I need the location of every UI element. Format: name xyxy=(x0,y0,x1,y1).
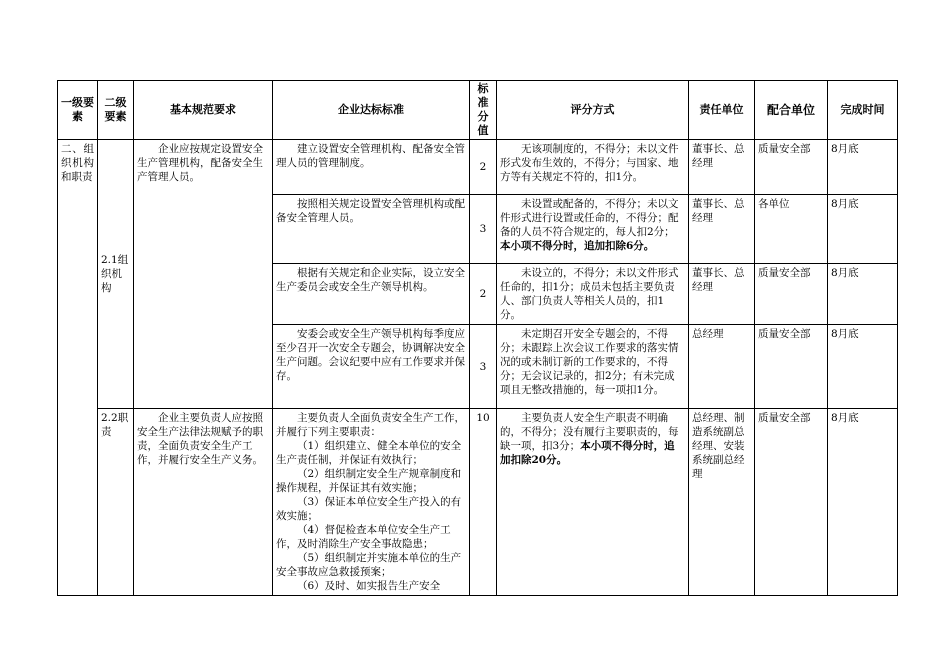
score-cell: 2 xyxy=(470,264,497,325)
time-cell: 8月底 xyxy=(828,325,898,409)
resp-cell: 董事长、总经理 xyxy=(689,140,755,195)
method-cell xyxy=(497,409,689,596)
method-cell xyxy=(497,195,689,264)
coop-cell: 质量安全部 xyxy=(755,325,828,409)
standards-table xyxy=(57,80,898,596)
resp-cell: 董事长、总经理 xyxy=(689,264,755,325)
time-cell: 8月底 xyxy=(828,264,898,325)
standard-cell: 根据有关规定和企业实际，设立安全生产委员会或安全生产领导机构。 xyxy=(273,264,470,325)
coop-cell: 质量安全部 xyxy=(755,264,828,325)
time-cell: 8月底 xyxy=(828,140,898,195)
standard-intro: 主要负责人全面负责安全生产工作，并履行下列主要职责： xyxy=(276,412,465,438)
method-text: 未定期召开安全专题会的，不得分；未跟踪上次会议工作要求的落实情况的或未制订新的工作要求的，不得分；无会议记录的，扣2分；有未完成项且无整改措施的，每一项扣1分。 xyxy=(500,328,679,396)
score-cell: 3 xyxy=(470,195,497,264)
standard-cell: 安委会或安全生产领导机构每季度应至少召开一次安全专题会，协调解决安全生产问题。会议纪要中应有工作要求并保存。 xyxy=(273,325,470,409)
basic-requirement-cell: 企业主要负责人应按照安全生产法律法规赋予的职责，全面负责安全生产工作，并履行安全生产义务。 xyxy=(134,409,273,596)
resp-cell: 董事长、总经理 xyxy=(689,195,755,264)
header-method: 评分方式 xyxy=(497,81,689,140)
method-cell xyxy=(497,325,689,409)
method-text: 未设置或配备的，不得分；未以文件形式进行设置或任命的，不得分；配备的人员不符合规定的，每人扣2分； xyxy=(500,198,679,238)
header-score: 标准分值 xyxy=(470,81,497,140)
method-text: 未设立的，不得分；未以文件形式任命的，扣1分；成员未包括主要负责人、部门负责人等相关人员的，扣1分。 xyxy=(500,267,679,321)
standard-item: （2）组织制定安全生产规章制度和操作规程，并保证其有效实施； xyxy=(276,468,462,494)
resp-cell: 总经理、制造系统副总经理、安装系统副总经理 xyxy=(689,409,755,596)
basic-requirement-cell: 企业应按规定设置安全生产管理机构，配备安全生产管理人员。 xyxy=(134,140,273,409)
header-basic: 基本规范要求 xyxy=(134,81,273,140)
header-coop: 配合单位 xyxy=(755,81,828,140)
header-level2: 二级要素 xyxy=(98,81,134,140)
level2-cell: 2.2职责 xyxy=(98,409,134,596)
header-time: 完成时间 xyxy=(828,81,898,140)
standard-item: （4）督促检查本单位安全生产工作，及时消除生产安全事故隐患； xyxy=(276,524,451,550)
method-cell xyxy=(497,140,689,195)
table-row xyxy=(58,409,898,596)
method-text: 无该项制度的，不得分；未以文件形式发布生效的，不得分；与国家、地方等有关规定不符的，扣1分。 xyxy=(500,143,679,183)
level1-cell: 二、组织机构和职责 xyxy=(58,140,98,596)
coop-cell: 质量安全部 xyxy=(755,409,828,596)
standard-item: （6）及时、如实报告生产安全 xyxy=(297,580,441,592)
score-cell: 3 xyxy=(470,325,497,409)
coop-cell: 质量安全部 xyxy=(755,140,828,195)
header-level1: 一级要素 xyxy=(58,81,98,140)
method-bold-text: 本小项不得分时，追加扣除20分。 xyxy=(500,440,675,466)
standard-cell: 按照相关规定设置安全管理机构或配备安全管理人员。 xyxy=(273,195,470,264)
standard-cell xyxy=(273,409,470,596)
method-bold-text: 本小项不得分时，追加扣除6分。 xyxy=(500,240,655,252)
standard-cell: 建立设置安全管理机构、配备安全管理人员的管理制度。 xyxy=(273,140,470,195)
time-cell: 8月底 xyxy=(828,409,898,596)
coop-cell: 各单位 xyxy=(755,195,828,264)
header-row xyxy=(58,81,898,140)
level2-cell: 2.1组织机构 xyxy=(98,140,134,409)
standard-item: （1）组织建立、健全本单位的安全生产责任制，并保证有效执行； xyxy=(276,440,462,466)
table-row xyxy=(58,140,898,195)
time-cell: 8月底 xyxy=(828,195,898,264)
method-text: 主要负责人安全生产职责不明确的，不得分；没有履行主要职责的，每缺一项，扣3分； xyxy=(500,412,679,452)
score-cell: 10 xyxy=(470,409,497,596)
resp-cell: 总经理 xyxy=(689,325,755,409)
method-cell xyxy=(497,264,689,325)
header-resp: 责任单位 xyxy=(689,81,755,140)
score-cell: 2 xyxy=(470,140,497,195)
standard-item: （3）保证本单位安全生产投入的有效实施； xyxy=(276,496,462,522)
header-standard: 企业达标标准 xyxy=(273,81,470,140)
standard-item: （5）组织制定并实施本单位的生产安全事故应急救援预案； xyxy=(276,552,462,578)
